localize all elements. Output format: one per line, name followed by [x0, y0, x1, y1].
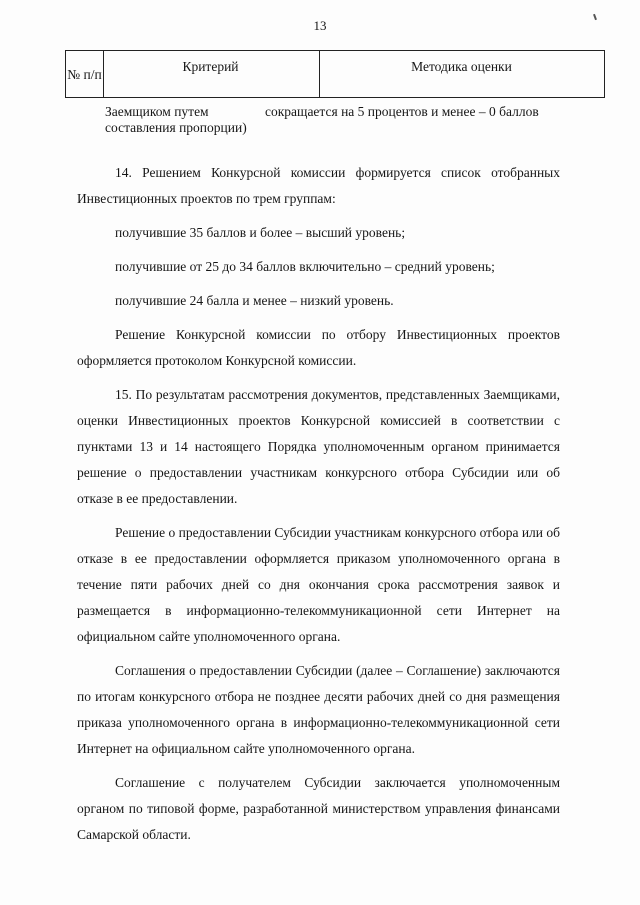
- paragraph-15-order: Решение о предоставлении Субсидии участникам конкурсного отбора или об отказе в ее предоставлении оформляется приказом уполномоченного органа в течение пяти рабочих дней со дня окончания срока рассмотрения заявок и размещается в информационно-телекоммуникационной сети Интернет на официальном сайте уполномоченного органа.: [77, 525, 560, 644]
- header-number: № п/п: [65, 51, 104, 97]
- paragraph-15-standard-form: Соглашение с получателем Субсидии заключается уполномоченным органом по типовой форме, разработанной министерством управления финансами Самарской области.: [77, 775, 560, 842]
- paragraph-15: 15. По результатам рассмотрения документов, представленных Заемщиками, оценки Инвестиционных проектов Конкурсной комиссией в соответствии с пунктами 13 и 14 настоящего Порядка уполномоченным органом принимается решение о предоставлении участникам конкурсного отбора Субсидии или об отказе в ее предоставлении.: [77, 387, 560, 506]
- row-method: сокращается на 5 процентов и менее – 0 баллов: [265, 104, 539, 119]
- paragraph-14: 14. Решением Конкурсной комиссии формируется список отобранных Инвестиционных проектов по трем группам:: [77, 165, 560, 206]
- header-method: Методика оценки: [319, 51, 605, 97]
- header-criterion: Критерий: [102, 51, 320, 97]
- group-medium: получившие от 25 до 34 баллов включительно – средний уровень;: [115, 259, 495, 274]
- paragraph-15-agreements: Соглашения о предоставлении Субсидии (далее – Соглашение) заключаются по итогам конкурсного отбора не позднее десяти рабочих дней со дня размещения приказа уполномоченного органа в информационно-телекоммуникационной сети Интернет на официальном сайте уполномоченного органа.: [77, 663, 560, 756]
- table-row: [65, 98, 605, 160]
- page-number: 13: [313, 18, 327, 33]
- group-low: получившие 24 балла и менее – низкий уровень.: [115, 293, 394, 308]
- paragraph-14-decision: Решение Конкурсной комиссии по отбору Инвестиционных проектов оформляется протоколом Конкурсной комиссии.: [77, 327, 560, 368]
- table-header: [65, 50, 605, 98]
- row-criterion: Заемщиком путем составления пропорции): [105, 104, 247, 135]
- group-high: получившие 35 баллов и более – высший уровень;: [115, 225, 406, 240]
- criteria-table: [65, 50, 605, 160]
- body-text: [77, 160, 560, 848]
